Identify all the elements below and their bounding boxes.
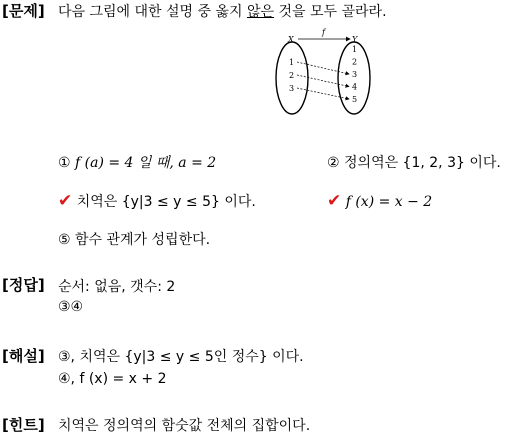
function-mapping-diagram xyxy=(270,25,380,120)
codomain-element: 5 xyxy=(352,95,358,104)
codomain-label: Y xyxy=(352,35,358,44)
problem-tag: [문제] xyxy=(2,2,45,20)
choice-2-marker: ② xyxy=(327,155,340,171)
choice-5-text: 함수 관계가 성립한다. xyxy=(75,232,211,248)
answer-line-2: ③④ xyxy=(58,299,84,315)
answer-tag: [정답] xyxy=(2,276,45,294)
question-pre: 다음 그림에 대한 설명 중 옳지 xyxy=(58,4,247,20)
choice-1-text: f (a) = 4 일 때, a = 2 xyxy=(75,155,217,171)
mapping-arrow xyxy=(297,88,349,99)
choice-2-text: 정의역은 {1, 2, 3} 이다. xyxy=(344,155,501,171)
domain-label: X xyxy=(288,35,294,44)
hint-tag: [힌트] xyxy=(2,416,45,434)
explanation-line-1: ③, 치역은 {y|3 ≤ y ≤ 5인 정수} 이다. xyxy=(58,349,304,365)
choice-5-marker: ⑤ xyxy=(58,232,71,248)
choice-1-marker: ① xyxy=(58,155,71,171)
choice-2 xyxy=(327,152,501,172)
choice-1 xyxy=(58,152,216,172)
mapping-arrow xyxy=(297,75,349,87)
function-label: f xyxy=(322,28,325,37)
answer-line-1: 순서: 없음, 갯수: 2 xyxy=(58,279,176,295)
codomain-element: 3 xyxy=(352,70,358,79)
choice-5 xyxy=(58,229,210,249)
choice-4-text: f (x) = x − 2 xyxy=(345,194,433,210)
domain-element: 3 xyxy=(289,84,295,93)
choice-3-text: 치역은 {y|3 ≤ y ≤ 5} 이다. xyxy=(76,194,256,210)
hint-text: 치역은 정의역의 함숫값 전체의 집합이다. xyxy=(58,418,311,434)
question-post: 것을 모두 골라라. xyxy=(274,4,387,20)
domain-element: 1 xyxy=(289,58,295,67)
question-underlined: 않은 xyxy=(247,4,275,20)
codomain-element: 1 xyxy=(352,45,358,54)
codomain-element: 4 xyxy=(352,82,358,92)
codomain-element: 2 xyxy=(352,57,358,67)
checkmark-icon: ✔ xyxy=(58,191,73,211)
checkmark-icon: ✔ xyxy=(327,191,342,211)
domain-element: 2 xyxy=(289,71,295,80)
explanation-tag: [해설] xyxy=(2,347,45,365)
question-text xyxy=(58,1,387,21)
choice-4 xyxy=(327,191,432,211)
mapping-arrow xyxy=(297,62,349,74)
choice-3 xyxy=(58,191,256,211)
explanation-line-2: ④, f (x) = x + 2 xyxy=(58,371,167,387)
